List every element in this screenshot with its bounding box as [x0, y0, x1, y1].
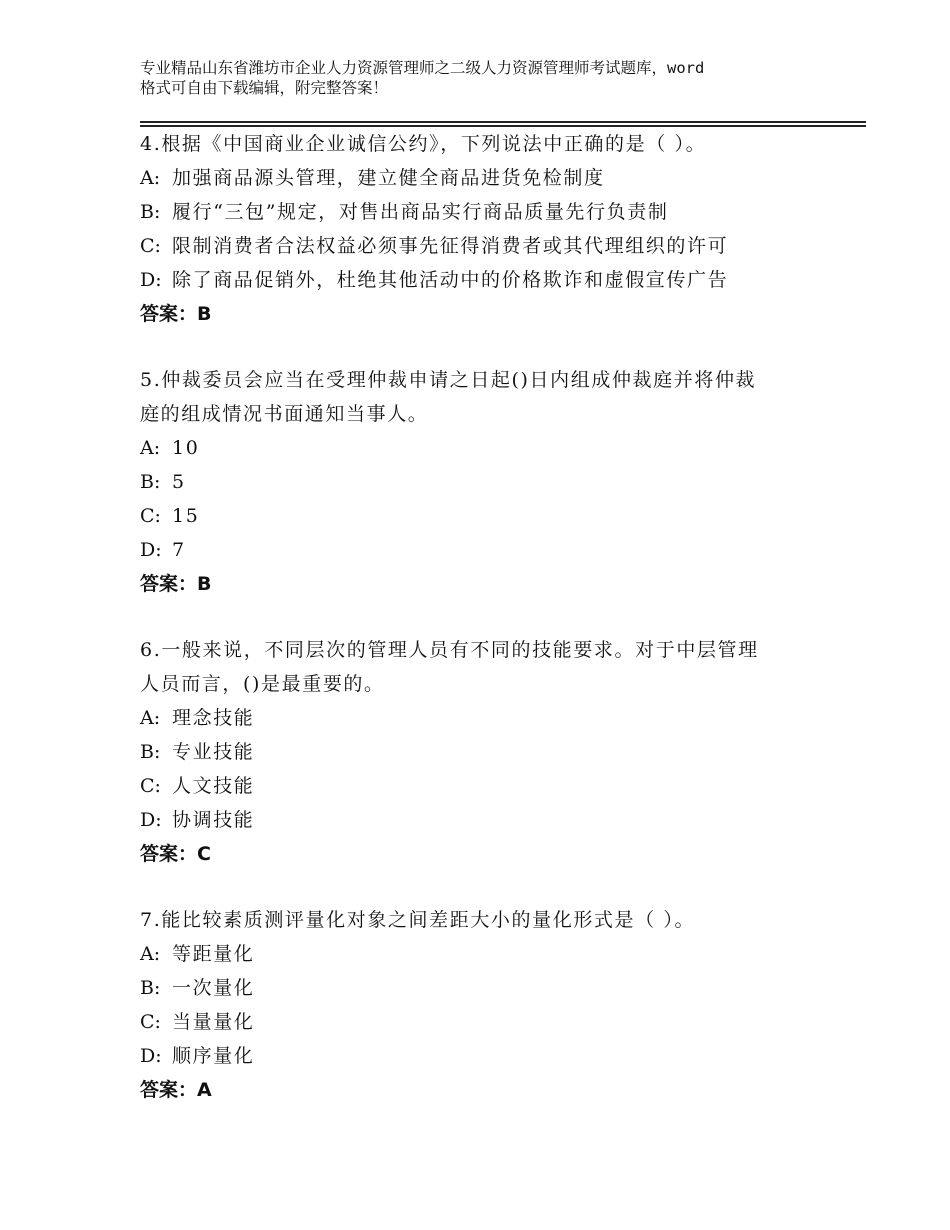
- option-item: [140, 1039, 866, 1073]
- option-item: [140, 971, 866, 1005]
- option-item: [140, 1005, 866, 1039]
- answer-value: B: [197, 303, 212, 325]
- option-item: [140, 533, 866, 567]
- option-text: 7: [172, 539, 186, 561]
- option-text: 专业技能: [172, 741, 255, 763]
- option-text: 等距量化: [172, 943, 255, 965]
- option-letter: C:: [140, 235, 161, 257]
- option-letter: B:: [140, 741, 161, 763]
- option-item: [140, 431, 866, 465]
- header-line-1: 专业精品山东省潍坊市企业人力资源管理师之二级人力资源管理师考试题库，word: [140, 59, 705, 77]
- option-text: 履行“三包”规定，对售出商品实行商品质量先行负责制: [172, 201, 669, 223]
- answer-label: 答案：: [140, 843, 198, 865]
- question-stem-line: 7.能比较素质测评量化对象之间差距大小的量化形式是（ ）。: [140, 909, 696, 931]
- header-line-2: 格式可自由下载编辑，附完整答案！: [140, 79, 389, 97]
- option-letter: D:: [140, 809, 162, 831]
- answer-value: C: [197, 843, 211, 865]
- answer-value: B: [197, 573, 212, 595]
- option-text: 顺序量化: [172, 1045, 255, 1067]
- option-item: [140, 769, 866, 803]
- option-text: 当量量化: [172, 1011, 255, 1033]
- answer-line: [140, 567, 866, 601]
- option-text: 加强商品源头管理，建立健全商品进货免检制度: [172, 167, 605, 189]
- option-item: [140, 161, 866, 195]
- answer-label: 答案：: [140, 573, 198, 595]
- option-text: 10: [172, 437, 200, 459]
- option-item: [140, 735, 866, 769]
- option-letter: B:: [140, 977, 161, 999]
- option-letter: A:: [140, 167, 161, 189]
- answer-line: [140, 297, 866, 331]
- option-text: 除了商品促销外，杜绝其他活动中的价格欺诈和虚假宣传广告: [172, 269, 729, 291]
- option-item: [140, 937, 866, 971]
- question-stem-line: 4.根据《中国商业企业诚信公约》，下列说法中正确的是（ ）。: [140, 133, 707, 155]
- question-block: [140, 363, 866, 601]
- option-text: 协调技能: [172, 809, 255, 831]
- option-letter: D:: [140, 269, 162, 291]
- option-item: [140, 499, 866, 533]
- answer-value: A: [197, 1079, 212, 1101]
- option-letter: C:: [140, 1011, 161, 1033]
- option-letter: A:: [140, 437, 161, 459]
- option-text: 15: [172, 505, 200, 527]
- answer-line: [140, 1073, 866, 1107]
- question-stem-line: 庭的组成情况书面通知当事人。: [140, 403, 429, 425]
- option-letter: A:: [140, 943, 161, 965]
- answer-label: 答案：: [140, 303, 198, 325]
- answer-label: 答案：: [140, 1079, 198, 1101]
- question-list: [140, 127, 866, 1139]
- option-text: 人文技能: [172, 775, 255, 797]
- option-item: [140, 701, 866, 735]
- option-text: 限制消费者合法权益必须事先征得消费者或其代理组织的许可: [172, 235, 729, 257]
- option-letter: B:: [140, 471, 161, 493]
- answer-line: [140, 837, 866, 871]
- question-stem-line: 人员而言，()是最重要的。: [140, 673, 385, 695]
- document-header: [140, 58, 830, 98]
- option-text: 一次量化: [172, 977, 255, 999]
- option-item: [140, 465, 866, 499]
- option-letter: A:: [140, 707, 161, 729]
- question-block: [140, 633, 866, 871]
- option-text: 理念技能: [172, 707, 255, 729]
- option-letter: C:: [140, 775, 161, 797]
- question-stem-line: 5.仲裁委员会应当在受理仲裁申请之日起()日内组成仲裁庭并将仲裁: [140, 369, 757, 391]
- option-item: [140, 195, 866, 229]
- option-letter: D:: [140, 539, 162, 561]
- question-block: [140, 127, 866, 331]
- option-item: [140, 229, 866, 263]
- option-item: [140, 803, 866, 837]
- option-text: 5: [172, 471, 186, 493]
- option-letter: C:: [140, 505, 161, 527]
- question-block: [140, 903, 866, 1107]
- question-stem-line: 6.一般来说，不同层次的管理人员有不同的技能要求。对于中层管理: [140, 639, 759, 661]
- header-rule-top: [140, 121, 866, 123]
- option-letter: B:: [140, 201, 161, 223]
- option-letter: D:: [140, 1045, 162, 1067]
- option-item: [140, 263, 866, 297]
